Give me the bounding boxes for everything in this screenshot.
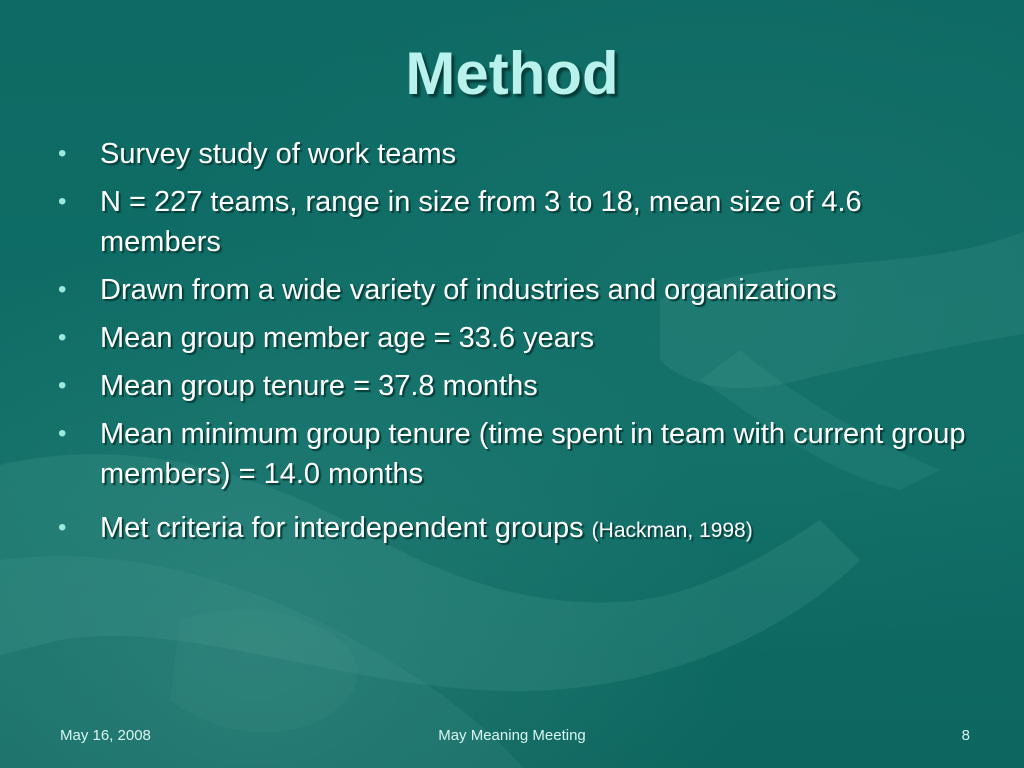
- bullet-item: [58, 134, 988, 174]
- bullet-icon: •: [58, 276, 67, 303]
- bullet-icon: •: [58, 420, 67, 447]
- bullet-text: Mean minimum group tenure (time spent in team with current group members) = 14.0 months: [100, 418, 966, 490]
- bullet-text: Drawn from a wide variety of industries and organizations: [100, 274, 837, 306]
- bullet-icon: •: [58, 188, 67, 215]
- bullet-icon: •: [58, 372, 67, 399]
- bullet-item: [58, 508, 988, 551]
- footer-date: May 16, 2008: [60, 727, 151, 744]
- citation: (Hackman, 1998): [591, 519, 753, 542]
- bullet-icon: •: [58, 324, 67, 351]
- bullet-text: N = 227 teams, range in size from 3 to 18, mean size of 4.6 members: [100, 186, 862, 258]
- bullet-text: Survey study of work teams: [100, 138, 457, 170]
- bullet-icon: •: [58, 140, 67, 167]
- footer-title: May Meaning Meeting: [438, 727, 586, 744]
- bullet-item: [58, 366, 988, 406]
- bullet-text: Met criteria for interdependent groups: [100, 512, 592, 544]
- bullet-icon: •: [58, 514, 67, 541]
- bullet-item: [58, 182, 988, 262]
- bullet-item: [58, 318, 988, 358]
- bullet-item: [58, 270, 988, 310]
- slide-title: Method: [405, 40, 619, 107]
- bullet-text: Mean group tenure = 37.8 months: [100, 370, 538, 402]
- bullet-list: [58, 134, 988, 559]
- slide-number: 8: [961, 727, 970, 744]
- bullet-text: Mean group member age = 33.6 years: [100, 322, 595, 354]
- bullet-item: [58, 414, 988, 494]
